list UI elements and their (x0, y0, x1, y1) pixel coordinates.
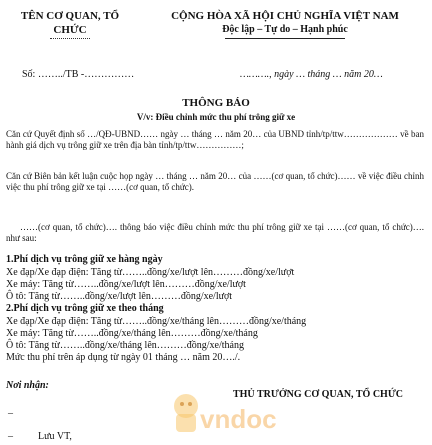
national-motto: Độc lập – Tự do – Hạnh phúc (222, 24, 348, 35)
daily-fee-motorbike: Xe máy: Tăng từ……..đồng/xe/lượt lên………đồng/xe/lượt (6, 279, 246, 290)
monthly-fee-car: Ô tô: Tăng từ……..đồng/xe/tháng lên………đồng/xe/tháng (6, 340, 244, 351)
effective-date-line: Mức thu phí trên áp dụng từ ngày 01 tháng … năm 20…./. (6, 352, 241, 363)
signer-title: THỦ TRƯỞNG CƠ QUAN, TỔ CHỨC (232, 389, 403, 400)
country-name: CỘNG HÒA XÃ HỘI CHỦ NGHĨA VIỆT NAM (171, 10, 399, 22)
daily-fee-bicycle: Xe đạp/Xe đạp điện: Tăng từ……..đồng/xe/lượt lên………đồng/xe/lượt (6, 267, 295, 278)
section-monthly-fee-title: 2.Phí dịch vụ trông giữ xe theo tháng (6, 303, 164, 314)
watermark-text: vndoc (200, 404, 277, 434)
recipient-archive: Lưu VT, (38, 431, 72, 442)
notice-intro-paragraph: ……(cơ quan, tổ chức)…. thông báo việc điều chỉnh mức thu phí trông giữ xe tại ……(cơ quan, tổ chức)…. như sau: (6, 222, 424, 243)
agency-underline (50, 38, 90, 39)
agency-name-line2: CHỨC (53, 24, 87, 36)
document-number: Số: ……../TB -…………… (22, 69, 135, 80)
recipient-dash-2: – (8, 431, 13, 442)
legal-basis-paragraph-1: Căn cứ Quyết định số …/QĐ-UBND…… ngày … tháng … năm 20… của UBND tỉnh/tp/ttw……………… về ban hành giá dịch vụ trông giữ xe trên địa bàn tỉnh/tp/ttw……………; (6, 129, 424, 150)
monthly-fee-motorbike: Xe máy: Tăng từ……..đồng/xe/tháng lên………đồng/xe/tháng (6, 328, 258, 339)
agency-name-line1: TÊN CƠ QUAN, TỔ (20, 10, 120, 22)
notice-title: THÔNG BÁO (182, 97, 250, 109)
recipients-label: Nơi nhận: (6, 380, 49, 391)
document-date: ………., ngày … tháng … năm 20… (240, 69, 383, 80)
motto-underline (225, 38, 345, 39)
daily-fee-car: Ô tô: Tăng từ……..đồng/xe/lượt lên………đồng/xe/lượt (6, 291, 233, 302)
section-daily-fee-title: 1.Phí dịch vụ trông giữ xe hàng ngày (6, 254, 163, 265)
monthly-fee-bicycle: Xe đạp/Xe đạp điện: Tăng từ……..đồng/xe/tháng lên………đồng/xe/tháng (6, 316, 307, 327)
recipient-dash-1: – (8, 408, 13, 419)
legal-basis-paragraph-2: Căn cứ Biên bản kết luận cuộc họp ngày … tháng … năm 20… của ……(cơ quan, tổ chức)…… về việc điều chỉnh việc thu phí trông giữ xe tại ……(cơ quan, tổ chức). (6, 171, 424, 192)
notice-subject: V/v: Điều chỉnh mức thu phí trông giữ xe (136, 112, 296, 122)
